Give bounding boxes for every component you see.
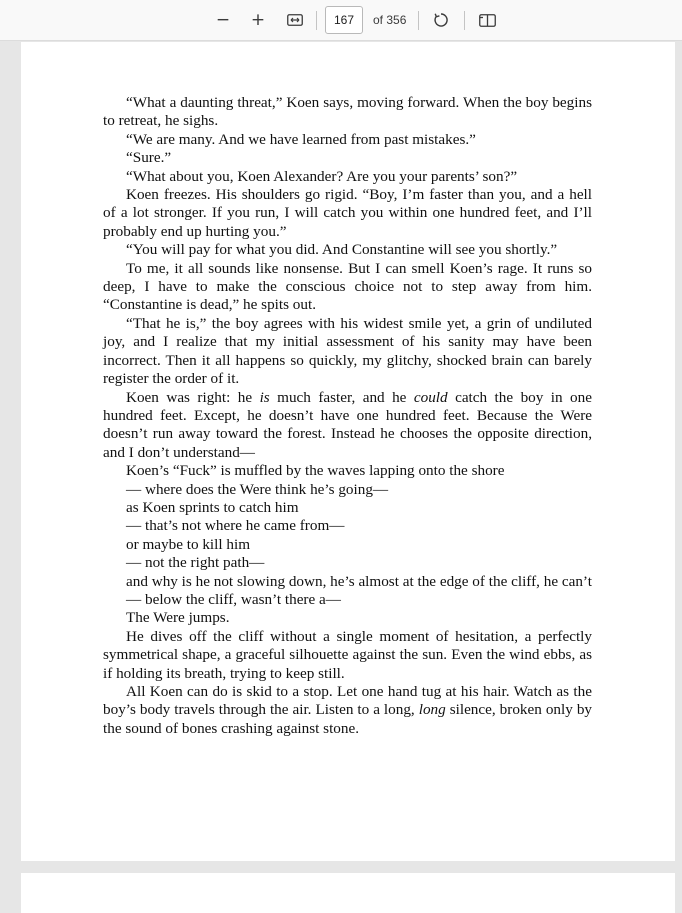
paragraph: — below the cliff, wasn’t there a— xyxy=(126,590,341,608)
paragraph: — where does the Were think he’s going— xyxy=(126,480,389,498)
paragraph: “What about you, Koen Alexander? Are you your parents’ son?” xyxy=(126,167,518,185)
fit-to-width-button[interactable] xyxy=(282,7,308,33)
paragraph: “You will pay for what you did. And Constantine will see you shortly.” xyxy=(126,241,558,259)
paragraph: All Koen can do is skid to a stop. Let one hand tug at his hair. Watch as the boy’s body travels through the air. Listen to a long, long silence, broken only by the sound of bones crashing against stone. xyxy=(103,683,593,737)
next-document-page xyxy=(21,873,675,913)
paragraph: — that’s not where he came from— xyxy=(126,517,345,535)
paragraph: Koen freezes. His shoulders go rigid. “Boy, I’m faster than you, and a hell of a lot stronger. If you run, I will catch you within one hundred feet, and I’ll probably end up hurting you.” xyxy=(103,186,592,240)
page-number-input[interactable] xyxy=(325,6,363,34)
rotate-button[interactable] xyxy=(428,7,454,33)
paragraph: Koen was right: he is much faster, and he could catch the boy in one hundred feet. Except, he doesn’t have one hundred feet. Because the Were doesn’t run away toward the forest. Instead he chooses the opposite direction, and I don’t understand— xyxy=(103,388,592,461)
paragraph: — not the right path— xyxy=(126,554,265,572)
page-count-label: of 356 xyxy=(373,13,407,27)
paragraph: To me, it all sounds like nonsense. But I can smell Koen’s rage. It runs so deep, I have to make the conscious choice not to step away from him. “Constantine is dead,” he spits out. xyxy=(103,259,592,314)
rotate-icon xyxy=(433,12,449,28)
zoom-out-button[interactable] xyxy=(210,7,236,33)
paragraph: and why is he not slowing down, he’s almost at the edge of the cliff, he can’t xyxy=(126,572,592,590)
paragraph: The Were jumps. xyxy=(126,609,230,627)
toolbar-divider xyxy=(418,11,419,30)
plus-icon: + xyxy=(250,10,266,30)
zoom-in-button[interactable] xyxy=(245,7,271,33)
toolbar-divider xyxy=(316,11,317,30)
fit-width-icon xyxy=(287,14,303,26)
page-view-button[interactable] xyxy=(474,7,500,33)
pdf-toolbar xyxy=(0,0,682,41)
paragraph: “We are many. And we have learned from past mistakes.” xyxy=(126,130,476,148)
paragraph: He dives off the cliff without a single moment of hesitation, a perfectly symmetrical shape, a graceful silhouette against the sun. Even the wind ebbs, as if holding its breath, trying to keep still. xyxy=(103,627,592,682)
minus-icon: − xyxy=(215,10,231,30)
two-page-view-icon xyxy=(479,14,496,27)
paragraph: as Koen sprints to catch him xyxy=(126,498,299,516)
paragraph: “Sure.” xyxy=(126,149,172,167)
paragraph: “What a daunting threat,” Koen says, moving forward. When the boy begins to retreat, he sighs. xyxy=(103,94,592,130)
paragraph: Koen’s “Fuck” is muffled by the waves lapping onto the shore xyxy=(126,462,505,480)
toolbar-divider xyxy=(464,11,465,30)
paragraph: “That he is,” the boy agrees with his widest smile yet, a grin of undiluted joy, and I realize that my initial assessment of his sanity may have been incorrect. Then it all happens so quickly, my glitchy, shocked brain can barely register the order of it. xyxy=(103,314,592,388)
paragraph: or maybe to kill him xyxy=(126,535,251,553)
document-page xyxy=(21,42,675,861)
page-text xyxy=(103,94,592,738)
